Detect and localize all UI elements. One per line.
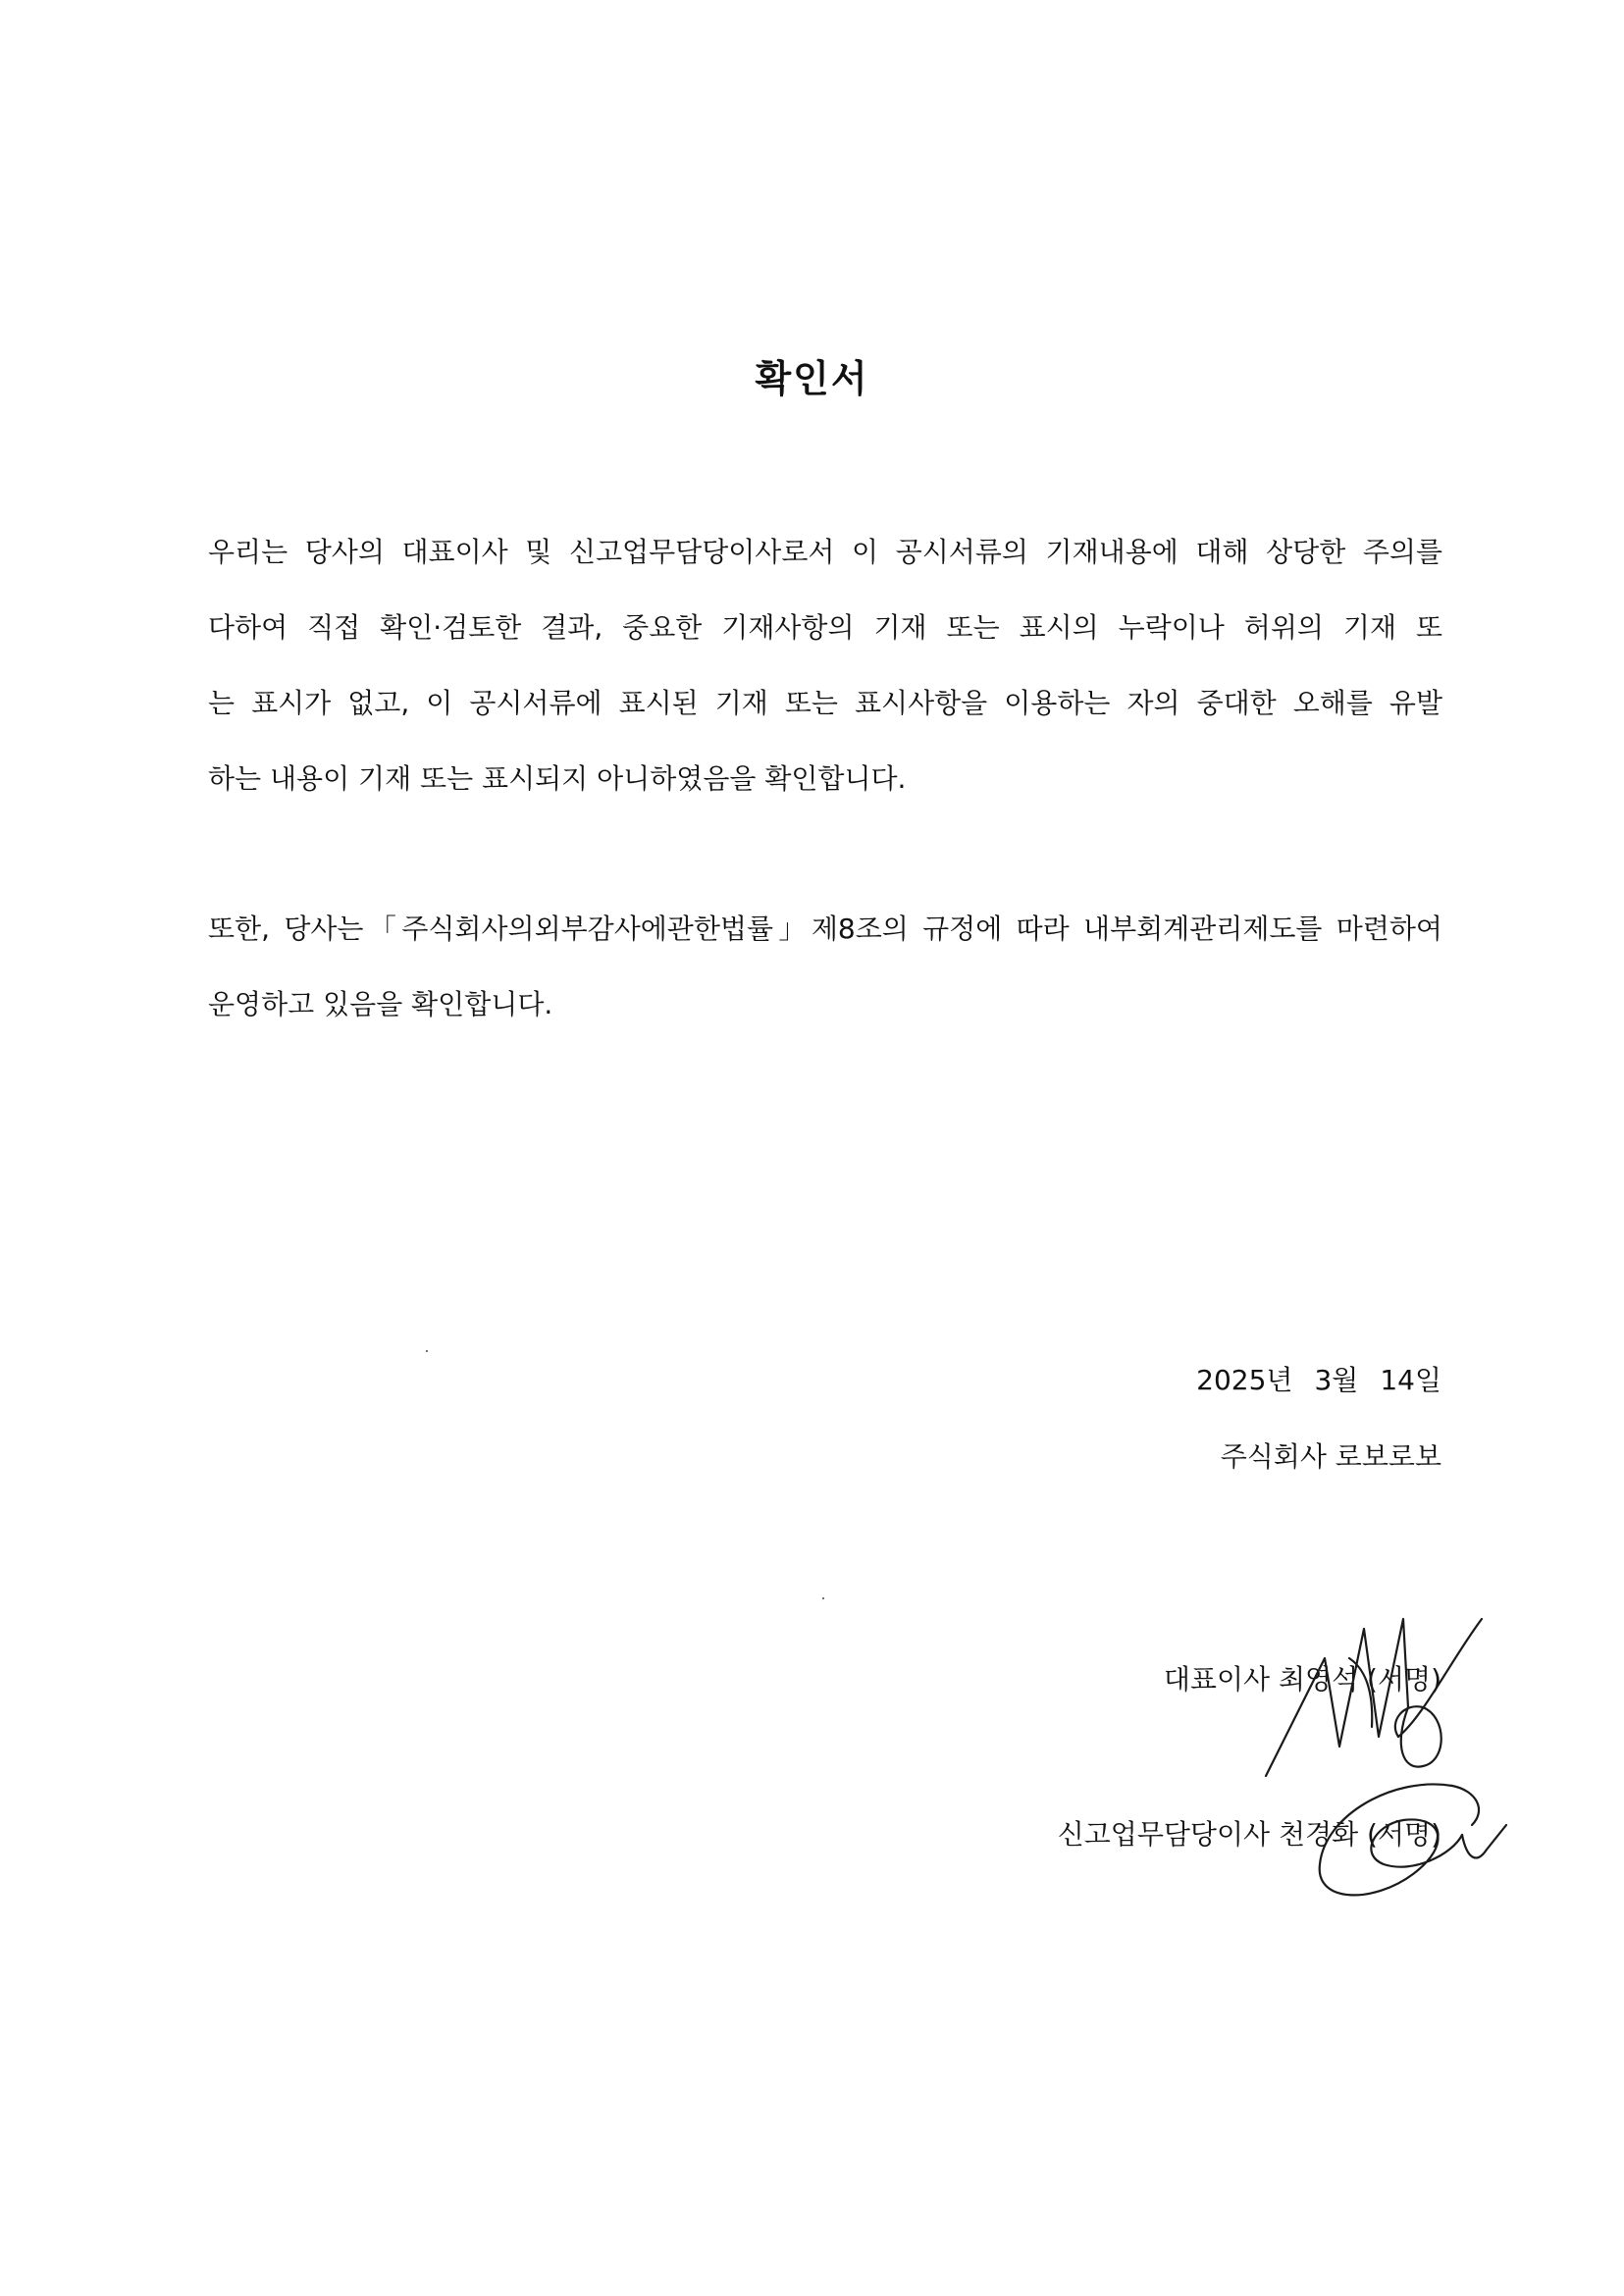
signatory-name: 천경화	[1278, 1818, 1359, 1851]
document-date	[1196, 1359, 1441, 1398]
sign-mark: (서명)	[1367, 1663, 1441, 1696]
company-name: 주식회사 로보로보	[1220, 1440, 1441, 1473]
ceo-signature-line	[1164, 1658, 1441, 1697]
paragraph-line: 하는 내용이 기재 또는 표시되지 아니하였음을 확인합니다.	[208, 762, 907, 795]
paragraph-line: 운영하고 있음을 확인합니다.	[208, 988, 553, 1020]
date-day: 14일	[1380, 1364, 1441, 1396]
signatory-role: 신고업무담당이사	[1057, 1818, 1271, 1851]
date-year: 2025년	[1196, 1364, 1293, 1396]
scan-speck	[426, 1350, 428, 1352]
officer-signature-line	[1058, 1813, 1441, 1852]
scan-speck	[822, 1597, 824, 1599]
sign-mark: (서명)	[1367, 1818, 1441, 1851]
date-month: 3월	[1314, 1364, 1359, 1396]
paragraph-line: 우리는 당사의 대표이사 및 신고업무담당이사로서 이 공시서류의 기재내용에 대해 상당한 주의를	[208, 536, 1442, 568]
signatory-name: 최영석	[1278, 1663, 1359, 1696]
document-title: 확인서	[755, 357, 869, 400]
signatory-role: 대표이사	[1163, 1663, 1271, 1696]
confirmation-paragraph	[208, 514, 1442, 816]
internal-control-paragraph	[208, 891, 1442, 1042]
paragraph-line: 또한, 당사는「주식회사의외부감사에관한법률」제8조의 규정에 따라 내부회계관리제도를 마련하여	[208, 913, 1442, 945]
paragraph-line: 다하여 직접 확인·검토한 결과, 중요한 기재사항의 기재 또는 표시의 누락이나 허위의 기재 또	[208, 611, 1442, 644]
paragraph-line: 는 표시가 없고, 이 공시서류에 표시된 기재 또는 표시사항을 이용하는 자의 중대한 오해를 유발	[208, 687, 1442, 719]
